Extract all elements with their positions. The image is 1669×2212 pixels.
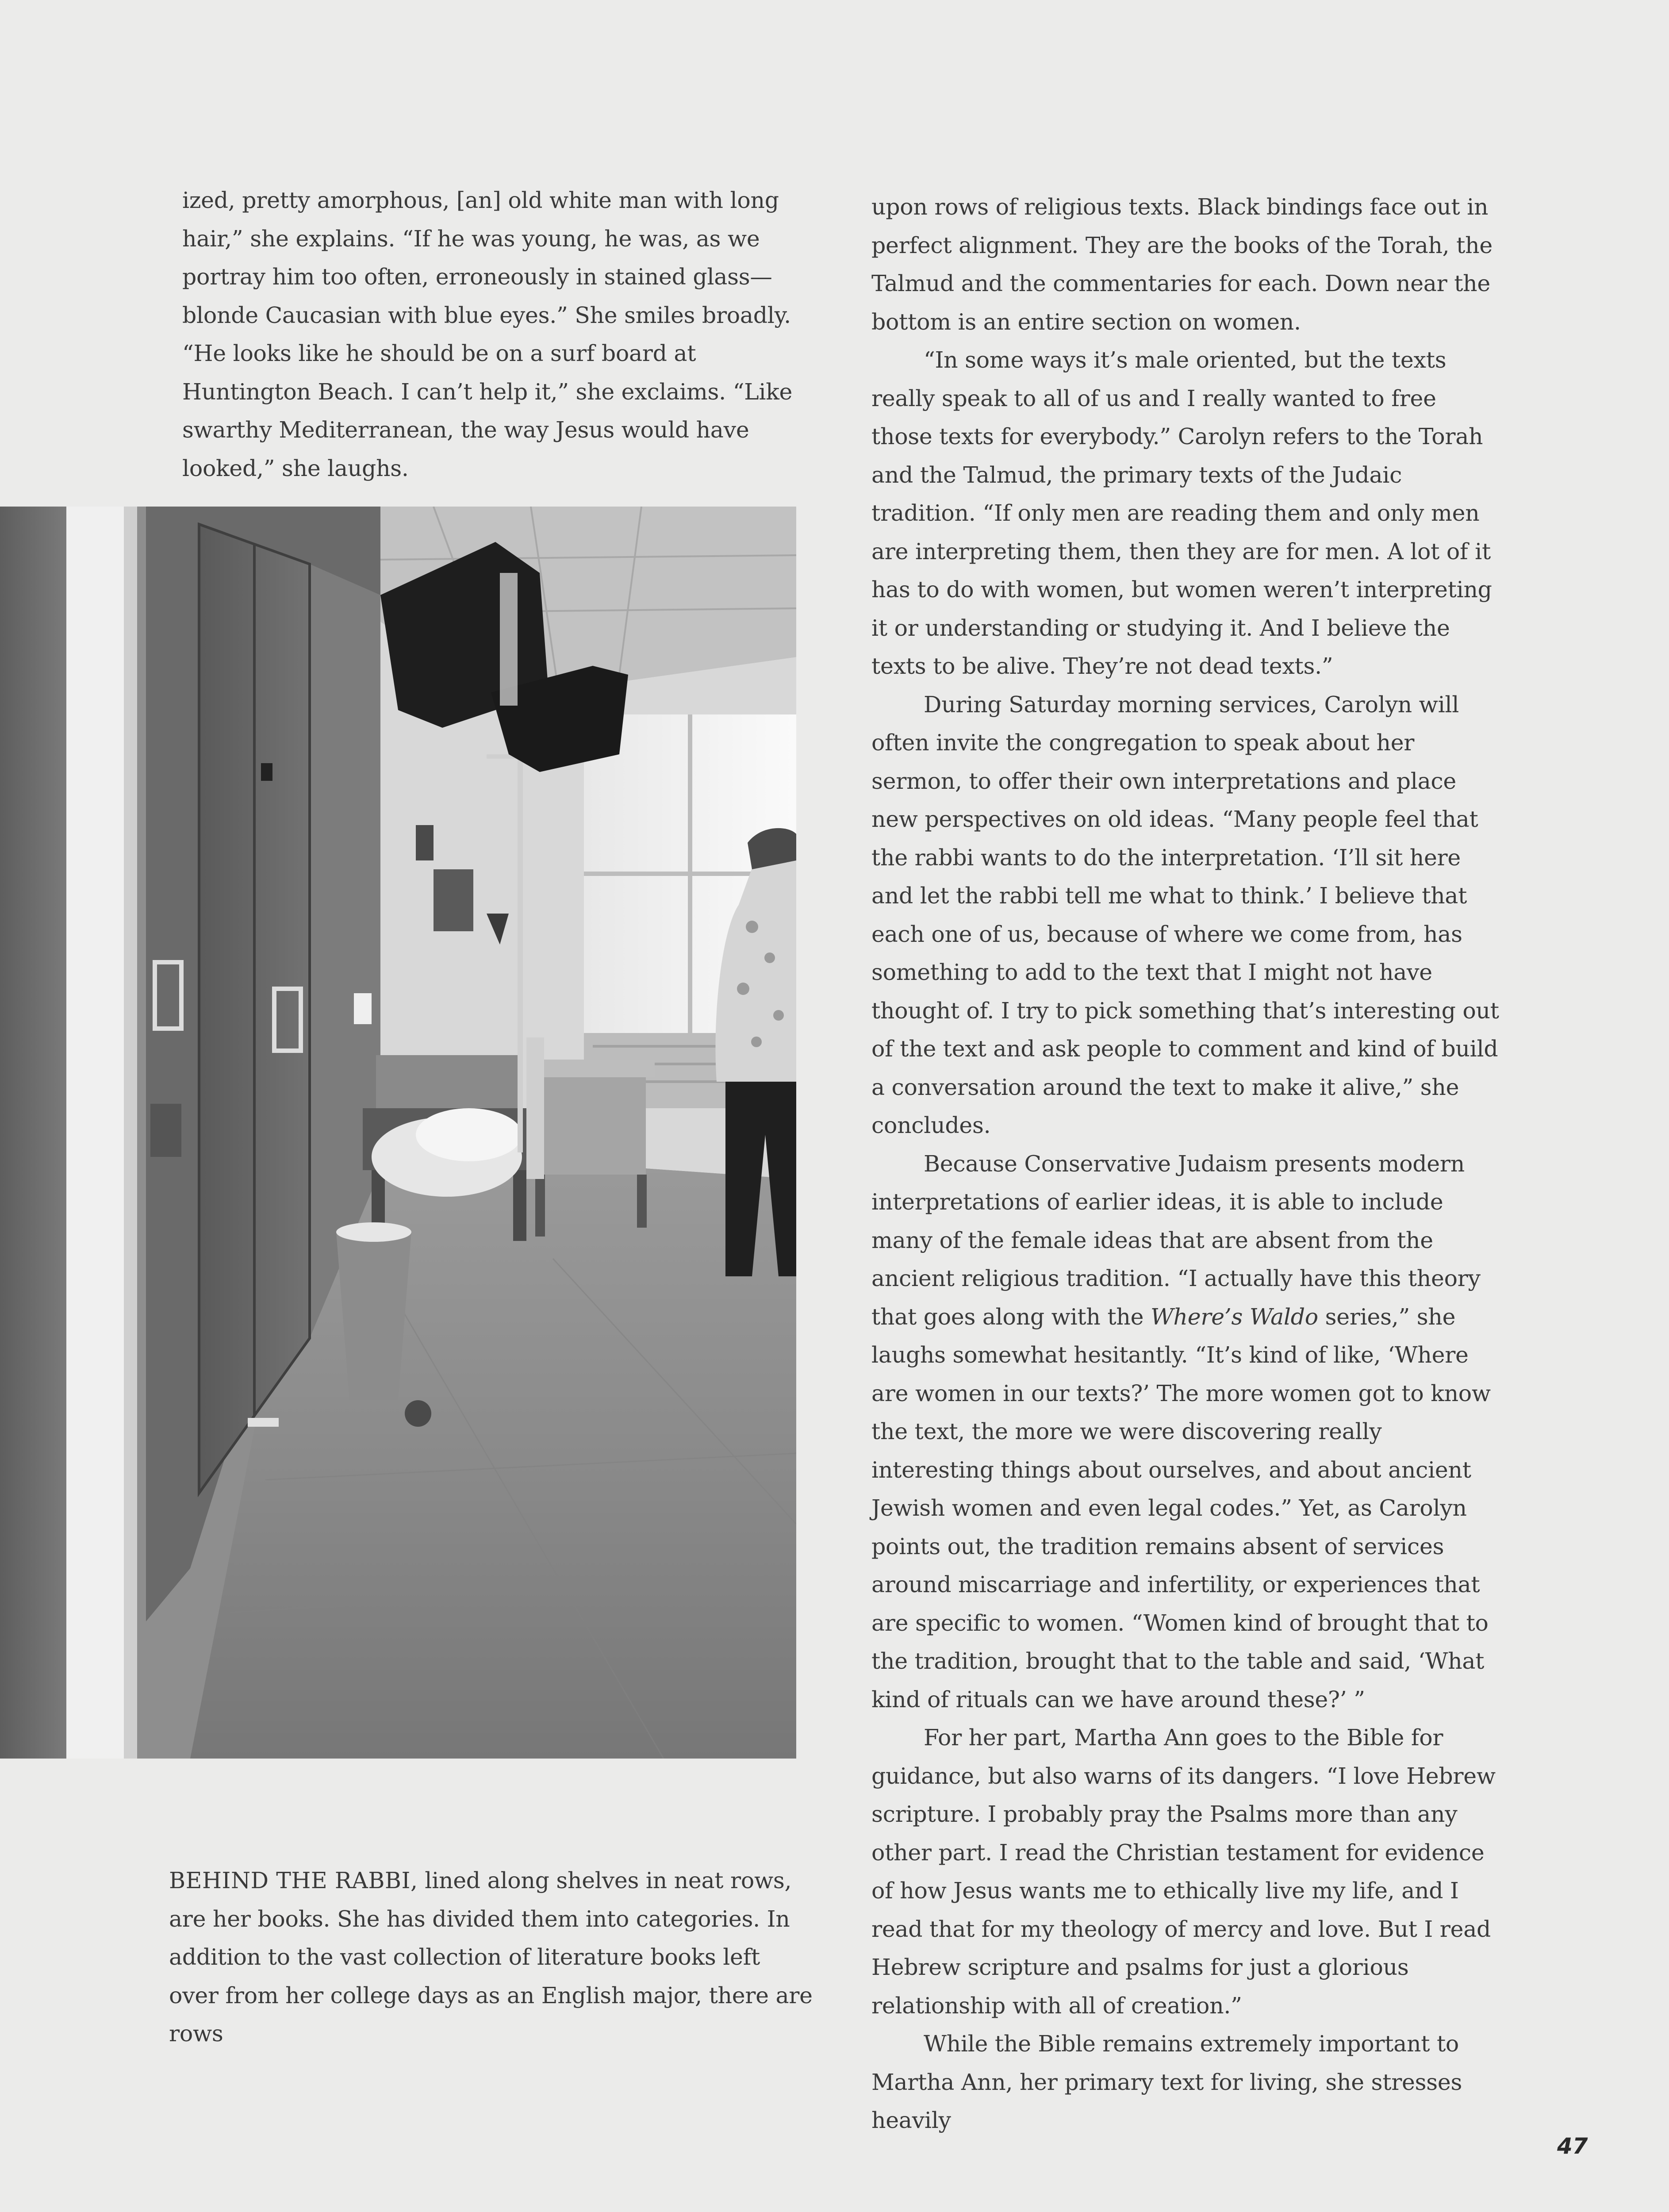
hospital-hallway-photo bbox=[0, 507, 796, 1759]
body-paragraph: upon rows of religious texts. Black bindings face out in perfect alignment. They are the books of the Torah, the Talmud and the commentaries for each. Down near the bottom is an entire section on women. bbox=[871, 194, 1493, 335]
body-paragraph: For her part, Martha Ann goes to the Bible for guidance, but also warns of its dangers. “I love Hebrew scripture. I probably pray the Psalms more than any other part. I read the Christian testament for evidence of how Jesus wants me to ethically live my life, and I read that for my theology of mercy and love. But I read Hebrew scripture and psalms for just a glorious relationship with all of creation.” bbox=[871, 1724, 1496, 2019]
body-paragraph: While the Bible remains extremely important to Martha Ann, her primary text for living, she stresses heavily bbox=[871, 2031, 1462, 2133]
page-number: 47 bbox=[1557, 2133, 1588, 2159]
paragraph-text: Because Conservative Judaism presents modern interpretations of earlier ideas, it is able to include many of the female ideas that are absent from the ancient religious tradition. “I actually have this theory that goes along with the bbox=[871, 1150, 1481, 1330]
paragraph-text: lined along shelves in neat rows, are her books. She has divided them into categories. In addition to the vast collection of literature books left over from her college days as an English major, there are rows bbox=[169, 1867, 813, 2047]
body-paragraph: During Saturday morning services, Carolyn will often invite the congregation to speak about her sermon, to offer their own interpretations and place new perspectives on old ideas. “Many people feel that the rabbi wants to do the interpretation. ‘I’ll sit here and let the rabbi tell me what to think.’ I believe that each one of us, because of where we come from, has something to add to the text that I might not have thought of. I try to pick something that’s interesting out of the text and ask people to comment and kind of build a conversation around the text to make it alive,” she concludes. bbox=[871, 691, 1499, 1138]
body-paragraph: “In some ways it’s male oriented, but the texts really speak to all of us and I really wanted to free those texts for everybody.” Carolyn refers to the Torah and the Talmud, the primary texts of the Judaic tradition. “If only men are reading them and only men are interpreting them, then they are for men. A lot of it has to do with women, but women weren’t interpreting it or understanding or studying it. And I believe the texts to be alive. They’re not dead texts.” bbox=[871, 347, 1492, 679]
body-paragraph bbox=[169, 1862, 815, 2053]
body-paragraph: ized, pretty amorphous, [an] old white man with long hair,” she explains. “If he was young, he was, as we portray him too often, erroneously in stained glass—blonde Caucasian with blue eyes.” She smiles broadly. “He looks like he should be on a surf board at Huntington Beach. I can’t help it,” she exclaims. “Like swarthy Mediterranean, the way Jesus would have looked,” she laughs. bbox=[182, 187, 793, 481]
left-column-bottom bbox=[169, 1862, 815, 2053]
body-paragraph bbox=[871, 1145, 1500, 1719]
run-in-heading: BEHIND THE RABBI, bbox=[169, 1867, 418, 1893]
right-column bbox=[871, 188, 1500, 2140]
paragraph-text: series,” she laughs somewhat hesitantly. “It’s kind of like, ‘Where are women in our texts?’ The more women got to know the text, the more we were discovering really interesting things about ourselves, and about ancient Jewish women and even legal codes.” Yet, as Carolyn points out, the tradition remains absent of services around miscarriage and infertility, or experiences that are specific to women. “Women kind of brought that to the tradition, brought that to the table and said, ‘What kind of rituals can we have around these?’ ” bbox=[871, 1303, 1491, 1713]
left-column-top bbox=[182, 181, 810, 488]
italic-title: Where’s Waldo bbox=[1150, 1303, 1318, 1330]
